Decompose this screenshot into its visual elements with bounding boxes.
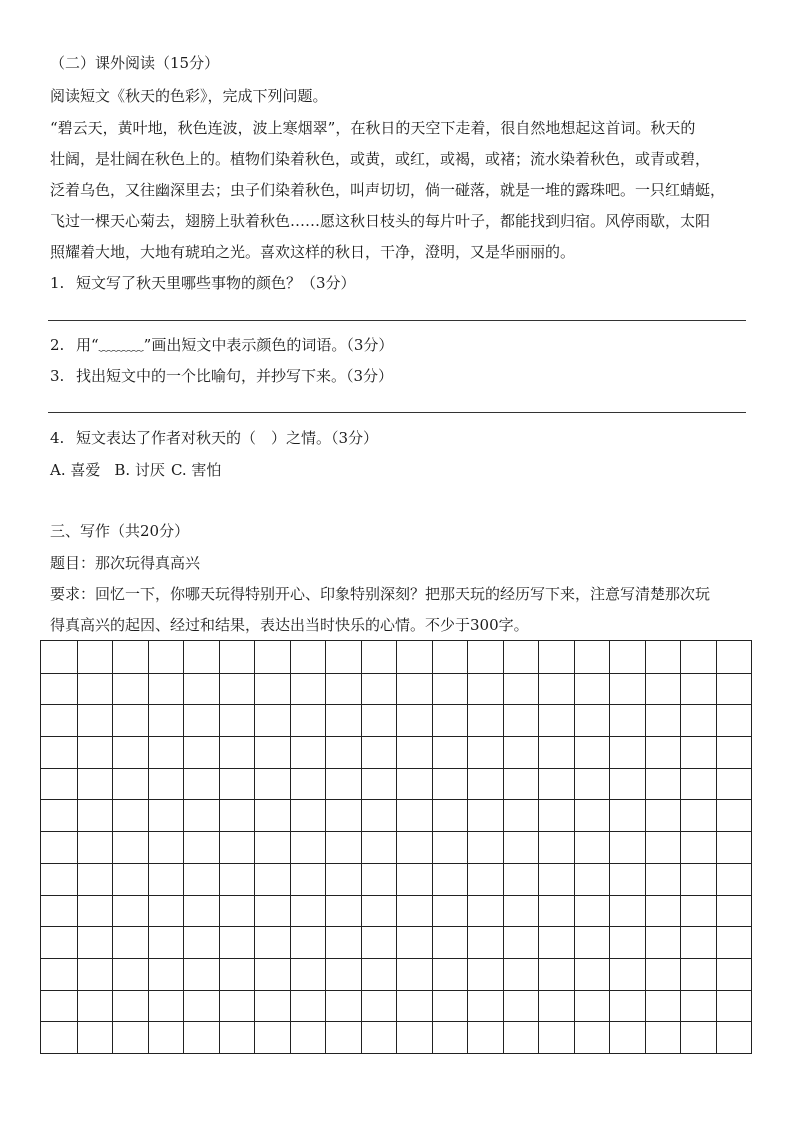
question-number: 2. — [50, 336, 65, 354]
reading-instruction: 阅读短文《秋天的色彩》，完成下列问题。 — [50, 87, 328, 105]
option-a[interactable]: A. 喜爱 — [50, 461, 101, 479]
answer-options — [50, 460, 221, 480]
question-number: 3. — [50, 367, 65, 385]
question-text: 用“﹏﹏﹏”画出短文中表示颜色的词语。（3分） — [76, 336, 394, 354]
writing-heading: 三、写作（共20分） — [50, 522, 190, 540]
option-c[interactable]: C. 害怕 — [170, 461, 222, 479]
question-text: 找出短文中的一个比喻句，并抄写下来。（3分） — [76, 367, 394, 385]
question-text: 短文写了秋天里哪些事物的颜色？（3分） — [76, 274, 356, 292]
question-4 — [50, 428, 378, 448]
question-number: 4. — [50, 429, 65, 447]
composition-grid-lines — [41, 641, 751, 1053]
writing-requirement-line: 得真高兴的起因、经过和结果，表达出当时快乐的心情。不少于300字。 — [50, 616, 529, 634]
passage-line: “碧云天，黄叶地，秋色连波，波上寒烟翠”，在秋日的天空下走着，很自然地想起这首词。秋天的 — [50, 119, 696, 137]
question-text: 短文表达了作者对秋天的（ ）之情。（3分） — [76, 429, 379, 447]
question-2 — [50, 335, 393, 355]
question-1 — [50, 273, 356, 293]
passage-line: 壮阔，是壮阔在秋色上的。植物们染着秋色，或黄，或红，或褐，或褚；流水染着秋色，或青或碧， — [50, 150, 711, 168]
writing-topic: 题目：那次玩得真高兴 — [50, 554, 201, 572]
option-b[interactable]: B. 讨厌 — [114, 461, 165, 479]
question-3 — [50, 366, 393, 386]
passage-line: 飞过一棵天心菊去，翅膀上驮着秋色……愿这秋日枝头的每片叶子，都能找到归宿。风停雨歇，太阳 — [50, 212, 711, 230]
passage-line: 照耀着大地，大地有琥珀之光。喜欢这样的秋日，干净，澄明，又是华丽丽的。 — [50, 243, 576, 261]
answer-line[interactable] — [48, 412, 746, 413]
composition-grid[interactable] — [40, 640, 752, 1054]
reading-heading: （二）课外阅读（15分） — [50, 54, 220, 72]
passage-line: 泛着乌色，又往幽深里去；虫子们染着秋色，叫声切切，倘一碰落，就是一堆的露珠吧。一只红蜻蜓， — [50, 181, 726, 199]
answer-line[interactable] — [48, 320, 746, 321]
question-number: 1. — [50, 274, 65, 292]
writing-requirement-line: 要求：回忆一下，你哪天玩得特别开心、印象特别深刻？把那天玩的经历写下来，注意写清楚那次玩 — [50, 585, 711, 603]
